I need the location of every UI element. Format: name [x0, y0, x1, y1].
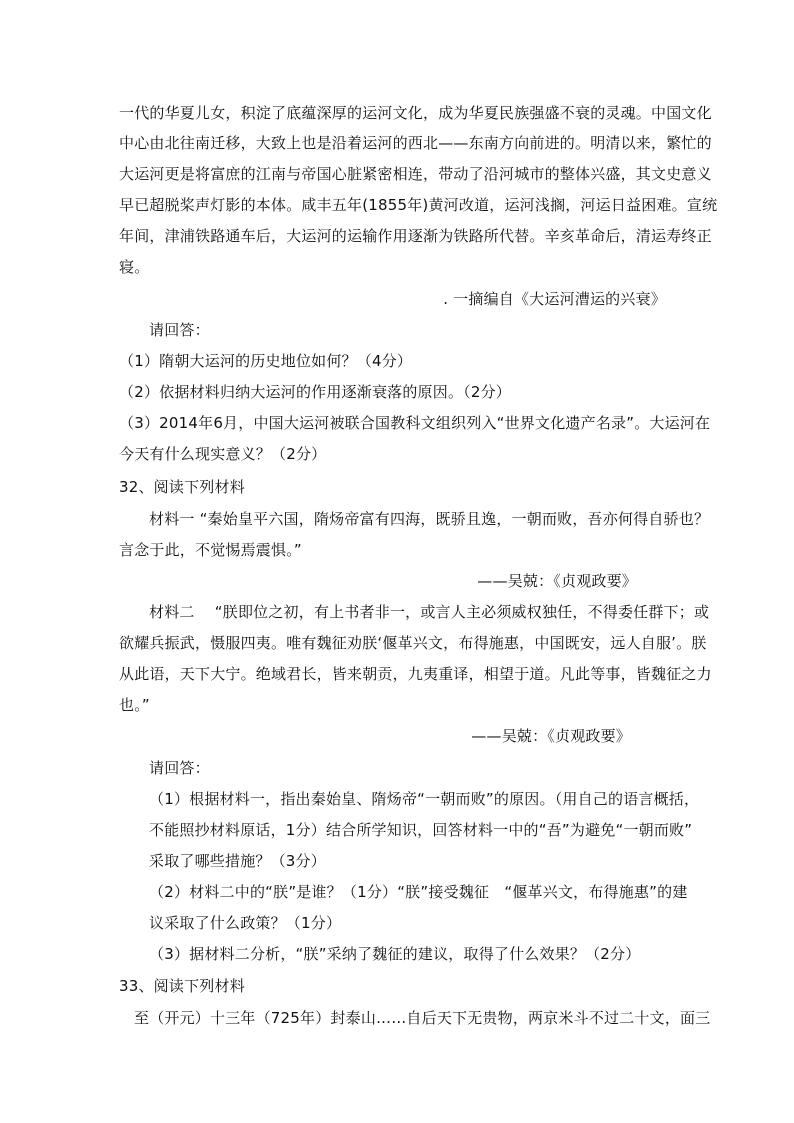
section-heading: 33、阅读下列材料: [119, 977, 245, 995]
section-heading: 32、阅读下列材料: [119, 478, 245, 496]
passage-line: 年间，津浦铁路通车后，大运河的运输作用逐渐为铁路所代替。辛亥革命后，清运寿终正: [119, 227, 712, 245]
question-item: 议采取了什么政策？（1分）: [149, 914, 342, 932]
question-item: （2）依据材料归纳大运河的作用逐渐衰落的原因。（2分）: [119, 383, 511, 401]
question-item: （1）隋朝大运河的历史地位如何？（4分）: [119, 352, 413, 370]
question-item: 不能照抄材料原话，1分）结合所学知识，回答材料一中的“吾”为避免“一朝而败”: [149, 821, 693, 839]
question-item: 采取了哪些措施？（3分）: [149, 852, 326, 870]
material-line: 材料一 “秦始皇平六国，隋炀帝富有四海，既骄且逸，一朝而败，吾亦何得自骄也？: [149, 510, 710, 528]
question-item: （2）材料二中的“朕”是谁？（1分）“朕”接受魏征 “偃革兴文，布得施惠”的建: [149, 883, 688, 901]
source-citation: ——吴兢：《贞观政要》: [471, 727, 631, 745]
material-line: 从此语，天下大宁。绝域君长，皆来朝贡，九夷重译，相望于道。凡此等事，皆魏征之力: [119, 665, 712, 683]
source-citation: ——吴兢：《贞观政要》: [477, 572, 637, 590]
answer-prompt: 请回答：: [149, 321, 210, 339]
passage-line: 大运河更是将富庶的江南与帝国心脏紧密相连，带动了沿河城市的整体兴盛，其文史意义: [119, 165, 712, 183]
passage-line: 寝。: [119, 258, 150, 276]
question-item: 今天有什么现实意义？（2分）: [119, 445, 327, 463]
material-line: 材料二 “朕即位之初，有上书者非一，或言人主必须威权独任，不得委任群下；或: [149, 603, 710, 621]
passage-line: 早已超脱桨声灯影的本体。咸丰五年(1855年)黄河改道，运河浅搁，河运日益困难。宣统: [119, 196, 718, 214]
material-line: 言念于此，不觉惕焉震惧。”: [119, 541, 302, 559]
passage-line: 中心由北往南迁移，大致上也是沿着运河的西北——东南方向前进的。明清以来，繁忙的: [119, 134, 712, 152]
passage-line: 至（开元）十三年（725年）封泰山……自后天下无贵物，两京米斗不过二十文，面三: [134, 1009, 711, 1027]
material-line: 欲耀兵振武，慑服四夷。唯有魏征劝朕‘偃革兴文，布得施惠，中国既安，远人自服’。朕: [119, 634, 707, 652]
material-line: 也。”: [119, 696, 150, 714]
answer-prompt: 请回答：: [149, 759, 210, 777]
question-item: （3）据材料二分析，“朕”采纳了魏征的建议，取得了什么效果？（2分）: [149, 945, 641, 963]
question-item: （1）根据材料一，指出秦始皇、隋炀帝“一朝而败”的原因。（用自己的语言概括，: [149, 790, 700, 808]
source-citation: . 一摘编自《大运河漕运的兴衰》: [443, 290, 666, 308]
passage-line: 一代的华夏儿女，积淀了底蕴深厚的运河文化，成为华夏民族强盛不衰的灵魂。中国文化: [119, 104, 712, 122]
question-item: （3）2014年6月，中国大运河被联合国教科文组织列入“世界文化遗产名录”。大运河在: [119, 414, 711, 432]
